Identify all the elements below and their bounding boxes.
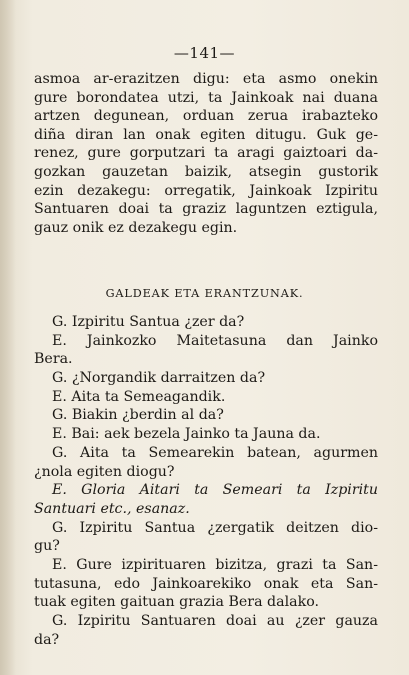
answer-continued: Bera.: [34, 351, 73, 368]
intro-line: ezin dezakegu: orregatik, Jainkoak Izpiritu: [34, 182, 378, 199]
answer-continued: tuak egiten gaituan grazia Bera dalako.: [34, 594, 319, 611]
intro-line: gozkan gauzetan baizik, atsegin gustorik: [34, 163, 378, 180]
page-number: —141—: [173, 44, 236, 62]
question: G. Biakin ¿berdin al da?: [52, 407, 224, 424]
answer: E. Jainkozko Maitetasuna dan Jainko: [52, 332, 378, 349]
intro-line: renez, gure gorputzari ta aragi gaiztoari da-: [34, 145, 378, 162]
gutter-shadow: [0, 0, 16, 675]
intro-line: artzen degunean, orduan zerua irabazteko: [34, 108, 378, 125]
intro-paragraph: [34, 70, 378, 237]
answer-continued: tutasuna, edo Jainkoarekiko onak eta San-: [34, 575, 378, 592]
section-heading: GALDEAK ETA ERANTZUNAK.: [105, 287, 304, 300]
question: G. Aita ta Semearekin batean, agurmen: [52, 444, 378, 461]
answer-continued: Santuari etc., esanaz.: [34, 500, 190, 517]
answer: E. Bai: aek bezela Jainko ta Jauna da.: [52, 426, 321, 443]
intro-line: gauz onik ez dezakegu egin.: [34, 219, 238, 236]
question-continued: da?: [34, 631, 60, 648]
intro-line: Santuaren doai ta graziz laguntzen eztigula,: [34, 201, 378, 218]
question: G. Izpiritu Santua ¿zergatik deitzen dio-: [52, 519, 378, 536]
answer: E. Aita ta Semeagandik.: [52, 388, 226, 405]
answer: E. Gure izpirituaren bizitza, grazi ta San-: [52, 556, 378, 573]
intro-line: diña diran lan onak egiten ditugu. Guk ge-: [34, 126, 378, 143]
qa-section: [34, 313, 378, 649]
question: G. Izpiritu Santuaren doai au ¿zer gauza: [52, 613, 378, 629]
intro-line: asmoa ar-erazitzen digu: eta asmo onekin: [34, 71, 378, 87]
intro-line: gure borondatea utzi, ta Jainkoak nai duana: [34, 89, 378, 106]
question-continued: gu?: [34, 538, 60, 555]
question: G. ¿Norgandik darraitzen da?: [52, 370, 266, 387]
question: G. Izpiritu Santua ¿zer da?: [52, 314, 245, 330]
answer: E. Gloria Aitari ta Semeari ta Izpiritu: [52, 482, 378, 499]
question-continued: ¿nola egiten diogu?: [34, 463, 175, 480]
